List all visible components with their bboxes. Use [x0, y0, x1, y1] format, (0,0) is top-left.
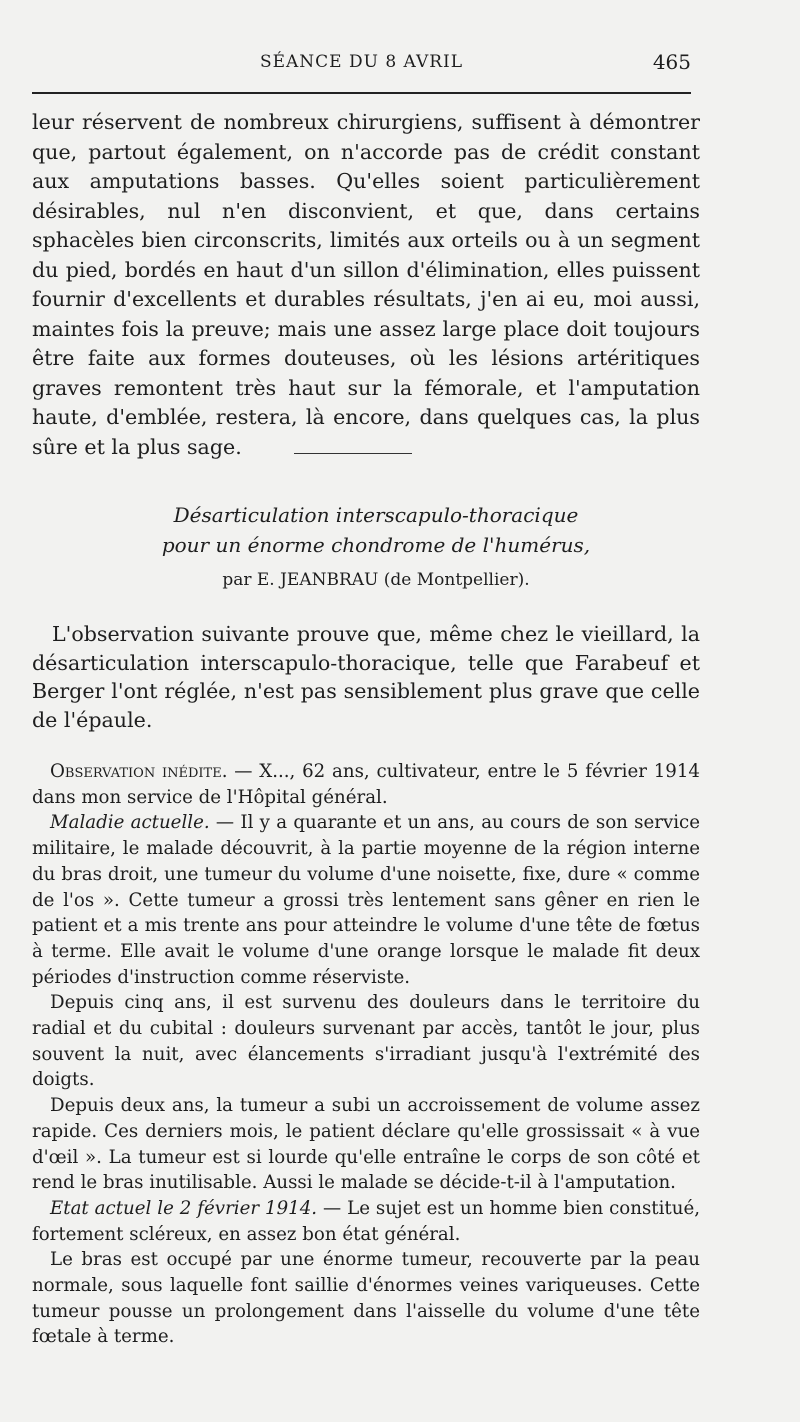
- observation-body: [32, 759, 700, 1350]
- section-divider: [294, 453, 412, 454]
- page-number: 465: [652, 50, 691, 74]
- running-title: SÉANCE DU 8 AVRIL: [259, 52, 464, 72]
- etat-text: — Le sujet est un homme bien constitué, fortement scléreux, en assez bon état général.: [32, 1197, 700, 1245]
- article-author: par E. JEANBRAU (de Montpellier).: [222, 570, 530, 590]
- intro-paragraph: [32, 620, 700, 734]
- continuation-text: leur réservent de nombreux chirurgiens, suffisent à démontrer que, partout également, on n'accorde pas de crédit constant aux amputations basses. Qu'elles soient particulièrement désirables, nul n'en disconvient, et que, dans certains sphacèles bien circonscrits, limités aux orteils ou à un segment du pied, bordés en haut d'un sillon d'élimination, elles puissent fournir d'excellents et durables résultats, j'en ai eu, moi aussi, maintes fois la preuve; mais une assez large place doit toujours être faite aux formes douteuses, où les lésions artéritiques graves remontent très haut sur la fémorale, et l'amputation haute, d'emblée, restera, là encore, dans quelques cas, la plus sûre et la plus sage.: [32, 110, 700, 459]
- observation-text: — X..., 62 ans, cultivateur, entre le 5 février 1914 dans mon service de l'Hôpital général.: [32, 761, 700, 808]
- article-title: [32, 500, 720, 560]
- bras-paragraph: Le bras est occupé par une énorme tumeur, recouverte par la peau normale, sous laquelle font saillie d'énormes veines variqueuses. Cette tumeur pousse un prolongement dans l'aisselle du volume d'une tête fœtale à terme.: [32, 1249, 700, 1348]
- page-header: [32, 48, 691, 88]
- accroissement-paragraph: Depuis deux ans, la tumeur a subi un accroissement de volume assez rapide. Ces derniers mois, le patient déclare qu'elle grossissait « à vue d'œil ». La tumeur est si lourde qu'elle entraîne le corps de son côté et rend le bras inutilisable. Aussi le malade se décide-t-il à l'amputation.: [32, 1095, 700, 1194]
- maladie-text: — Il y a quarante et un ans, au cours de son service militaire, le malade découvrit, à la partie moyenne de la région interne du bras droit, une tumeur du volume d'une noisette, fixe, dure « comme de l'os ». Cette tumeur a grossi très lentement sans gêner en rien le patient et a mis trente ans pour atteindre le volume d'une tête de fœtus à terme. Elle avait le volume d'une orange lorsque le malade fit deux périodes d'instruction comme réserviste.: [32, 812, 701, 988]
- intro-text: L'observation suivante prouve que, même chez le vieillard, la désarticulation interscapulo-thoracique, telle que Farabeuf et Berger l'ont réglée, n'est pas sensiblement plus grave que celle de l'épaule.: [32, 622, 700, 732]
- header-rule: [32, 92, 691, 94]
- maladie-paragraph: [32, 810, 700, 990]
- douleurs-paragraph: Depuis cinq ans, il est survenu des douleurs dans le territoire du radial et du cubital : douleurs survenant par accès, tantôt le jour, plus souvent la nuit, avec élancements s'irradiant jusqu'à l'extrémité des doigts.: [32, 992, 700, 1091]
- etat-paragraph: [32, 1196, 700, 1247]
- observation-paragraph: [32, 759, 700, 810]
- continuation-paragraph: [32, 108, 700, 462]
- article-title-line-2: pour un énorme chondrome de l'humérus,: [161, 533, 591, 557]
- article-title-line-1: Désarticulation interscapulo-thoracique: [173, 503, 579, 527]
- maladie-label: Maladie actuelle.: [50, 812, 210, 834]
- observation-label: Observation inédite.: [50, 761, 228, 782]
- etat-label: Etat actuel le 2 février 1914.: [50, 1197, 318, 1219]
